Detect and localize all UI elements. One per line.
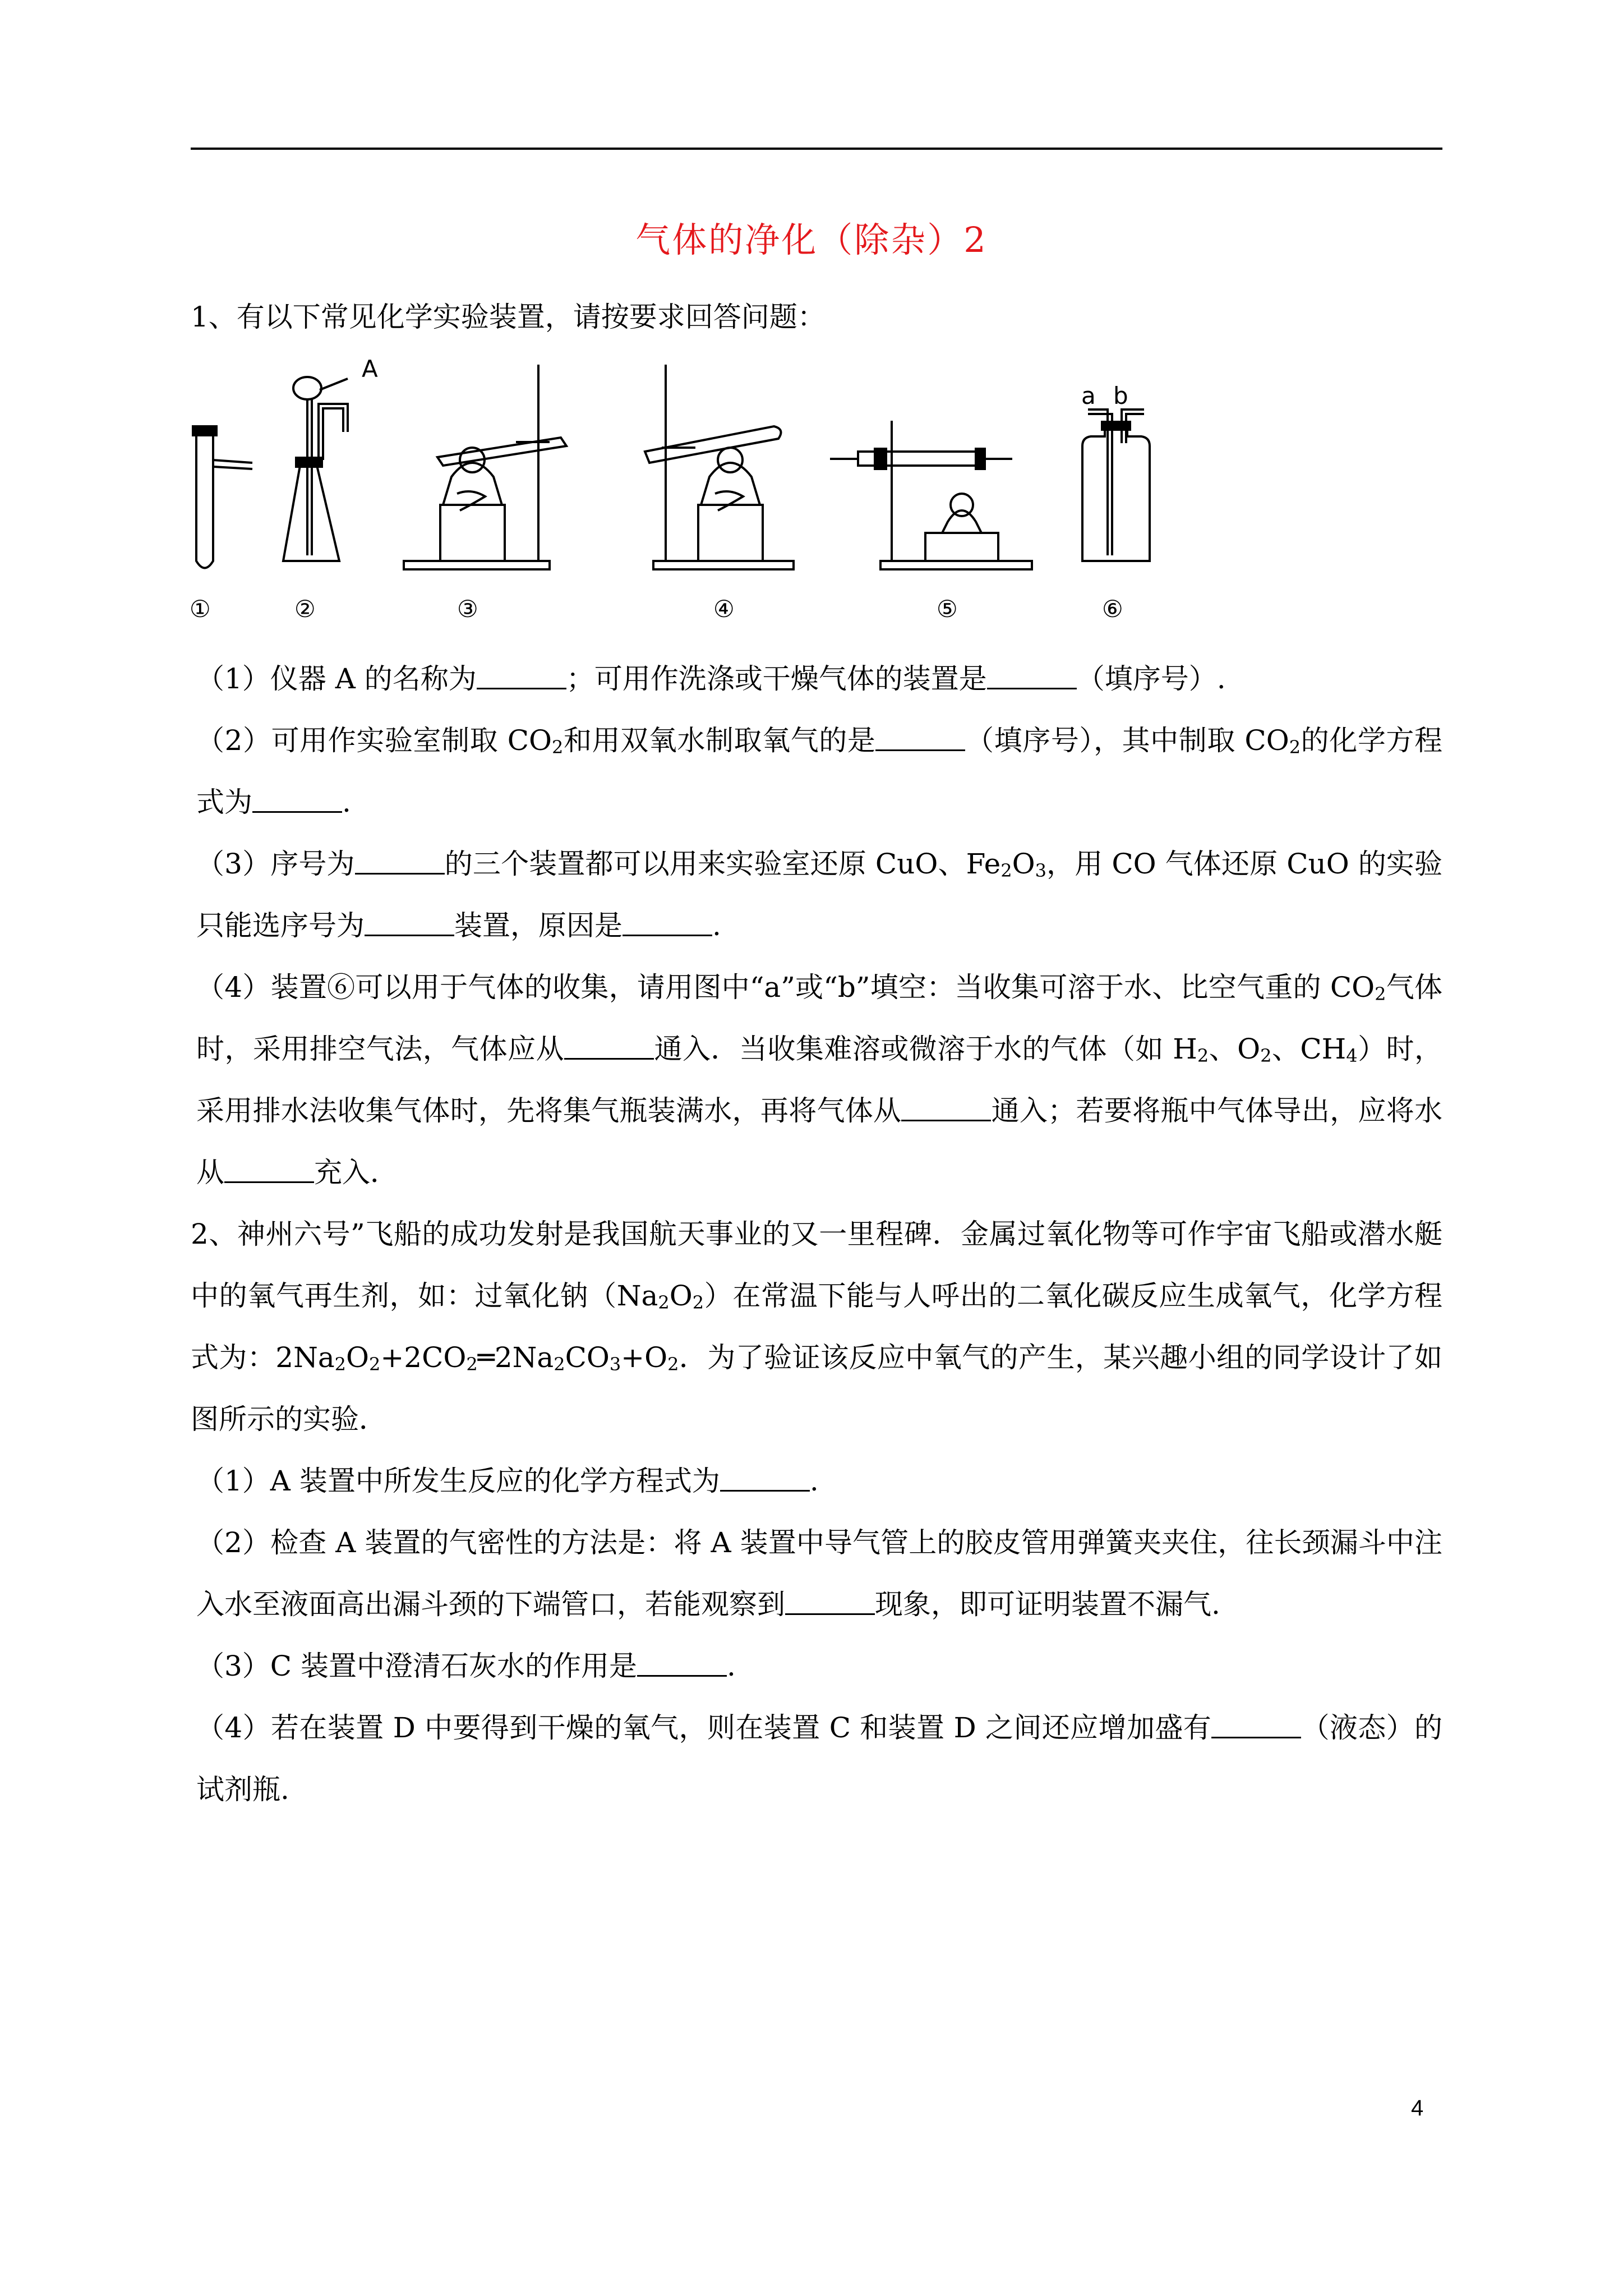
answer-blank[interactable] — [901, 1097, 991, 1121]
label-a: a — [1081, 382, 1096, 409]
q1-sub4: （4）装置⑥可以用于气体的收集，请用图中“a”或“b”填空：当收集可溶于水、比空气重的 $CO_2$气体时，采用排空气法，气体应从 通入．当收集难溶或微溶于水的气体（如 $H_2$、$O_2$、$CH_4$）时，采用排水法收集气体时，先将集气瓶装满水，再将气体从 通入；若要将瓶中气体导出，应将水从 充入． — [196, 971, 1443, 1189]
answer-blank[interactable] — [637, 1653, 727, 1677]
q2-sub3: （3）C 装置中澄清石灰水的作用是 . — [196, 1650, 736, 1682]
answer-blank[interactable] — [355, 850, 445, 875]
answer-blank[interactable] — [477, 665, 566, 689]
q2-sub1: （1）A 装置中所发生反应的化学方程式为 . — [196, 1465, 819, 1497]
q2-stem: 2、神州六号”飞船的成功发射是我国航天事业的又一里程碑．金属过氧化物等可作宇宙飞船或潜水艇中的氧气再生剂，如：过氧化钠$(Na_2O_2)$在常温下能与人呼出的二氧化碳反应生成氧气，化学方程式为：$2Na_2O_2+2CO_2═2Na_2CO_3+O_2$．为了验证该反应中氧气的产生，某兴趣小组的同学设计了如图所示的实验． — [191, 1218, 1443, 1435]
apparatus-4-heated-tube — [645, 365, 794, 569]
figure-label-6: ⑥ — [1102, 595, 1123, 623]
q2-sub2: （2）检查 A 装置的气密性的方法是：将 A 装置中导气管上的胶皮管用弹簧夹夹住，往长颈漏斗中注入水至液面高出漏斗颈的下端管口，若能观察到 现象，即可证明装置不漏气. — [196, 1526, 1442, 1621]
q1-sub3: （3）序号为 的三个装置都可以用来实验室还原 CuO、$Fe_2O_3$，用 CO 气体还原 CuO 的实验只能选序号为 装置，原因是 . — [196, 848, 1443, 942]
apparatus-2-flask-funnel — [283, 377, 348, 561]
apparatus-figure — [179, 348, 1178, 639]
apparatus-1-side-arm-tube — [193, 426, 252, 568]
label-b: b — [1113, 382, 1128, 409]
answer-blank[interactable] — [987, 665, 1077, 689]
q1-stem: 1、有以下常见化学实验装置，请按要求回答问题： — [191, 301, 826, 333]
page-number: 4 — [1411, 2096, 1424, 2120]
header-rule — [191, 148, 1442, 150]
apparatus-diagram — [179, 348, 1178, 639]
answer-blank[interactable] — [720, 1467, 810, 1492]
answer-blank[interactable] — [365, 912, 454, 936]
answer-blank[interactable] — [1211, 1714, 1301, 1738]
label-A: A — [362, 355, 378, 383]
answer-blank[interactable] — [564, 1036, 654, 1060]
answer-blank[interactable] — [252, 789, 342, 813]
apparatus-5-horizontal-tube — [830, 421, 1032, 569]
page-title: 气体的净化（除杂）2 — [635, 219, 988, 260]
figure-label-3: ③ — [457, 595, 478, 623]
answer-blank[interactable] — [785, 1591, 875, 1615]
answer-blank[interactable] — [224, 1159, 314, 1183]
figure-label-1: ① — [190, 595, 211, 623]
apparatus-6-gas-bottle — [1082, 409, 1150, 561]
figure-label-2: ② — [294, 595, 316, 623]
figure-label-5: ⑤ — [937, 595, 958, 623]
q1-sub2: （2）可用作实验室制取 $CO_2$和用双氧水制取氧气的是 （填序号），其中制取 $CO_2$的化学方程式为 . — [196, 724, 1442, 818]
apparatus-3-heated-tube — [404, 365, 566, 569]
answer-blank[interactable] — [875, 727, 965, 751]
q2-sub4: （4）若在装置 D 中要得到干燥的氧气，则在装置 C 和装置 D 之间还应增加盛有 （液态）的试剂瓶. — [196, 1711, 1442, 1806]
answer-blank[interactable] — [623, 912, 712, 936]
figure-label-4: ④ — [713, 595, 735, 623]
q1-sub1: （1）仪器 A 的名称为 ；可用作洗涤或干燥气体的装置是 （填序号）. — [196, 662, 1226, 695]
